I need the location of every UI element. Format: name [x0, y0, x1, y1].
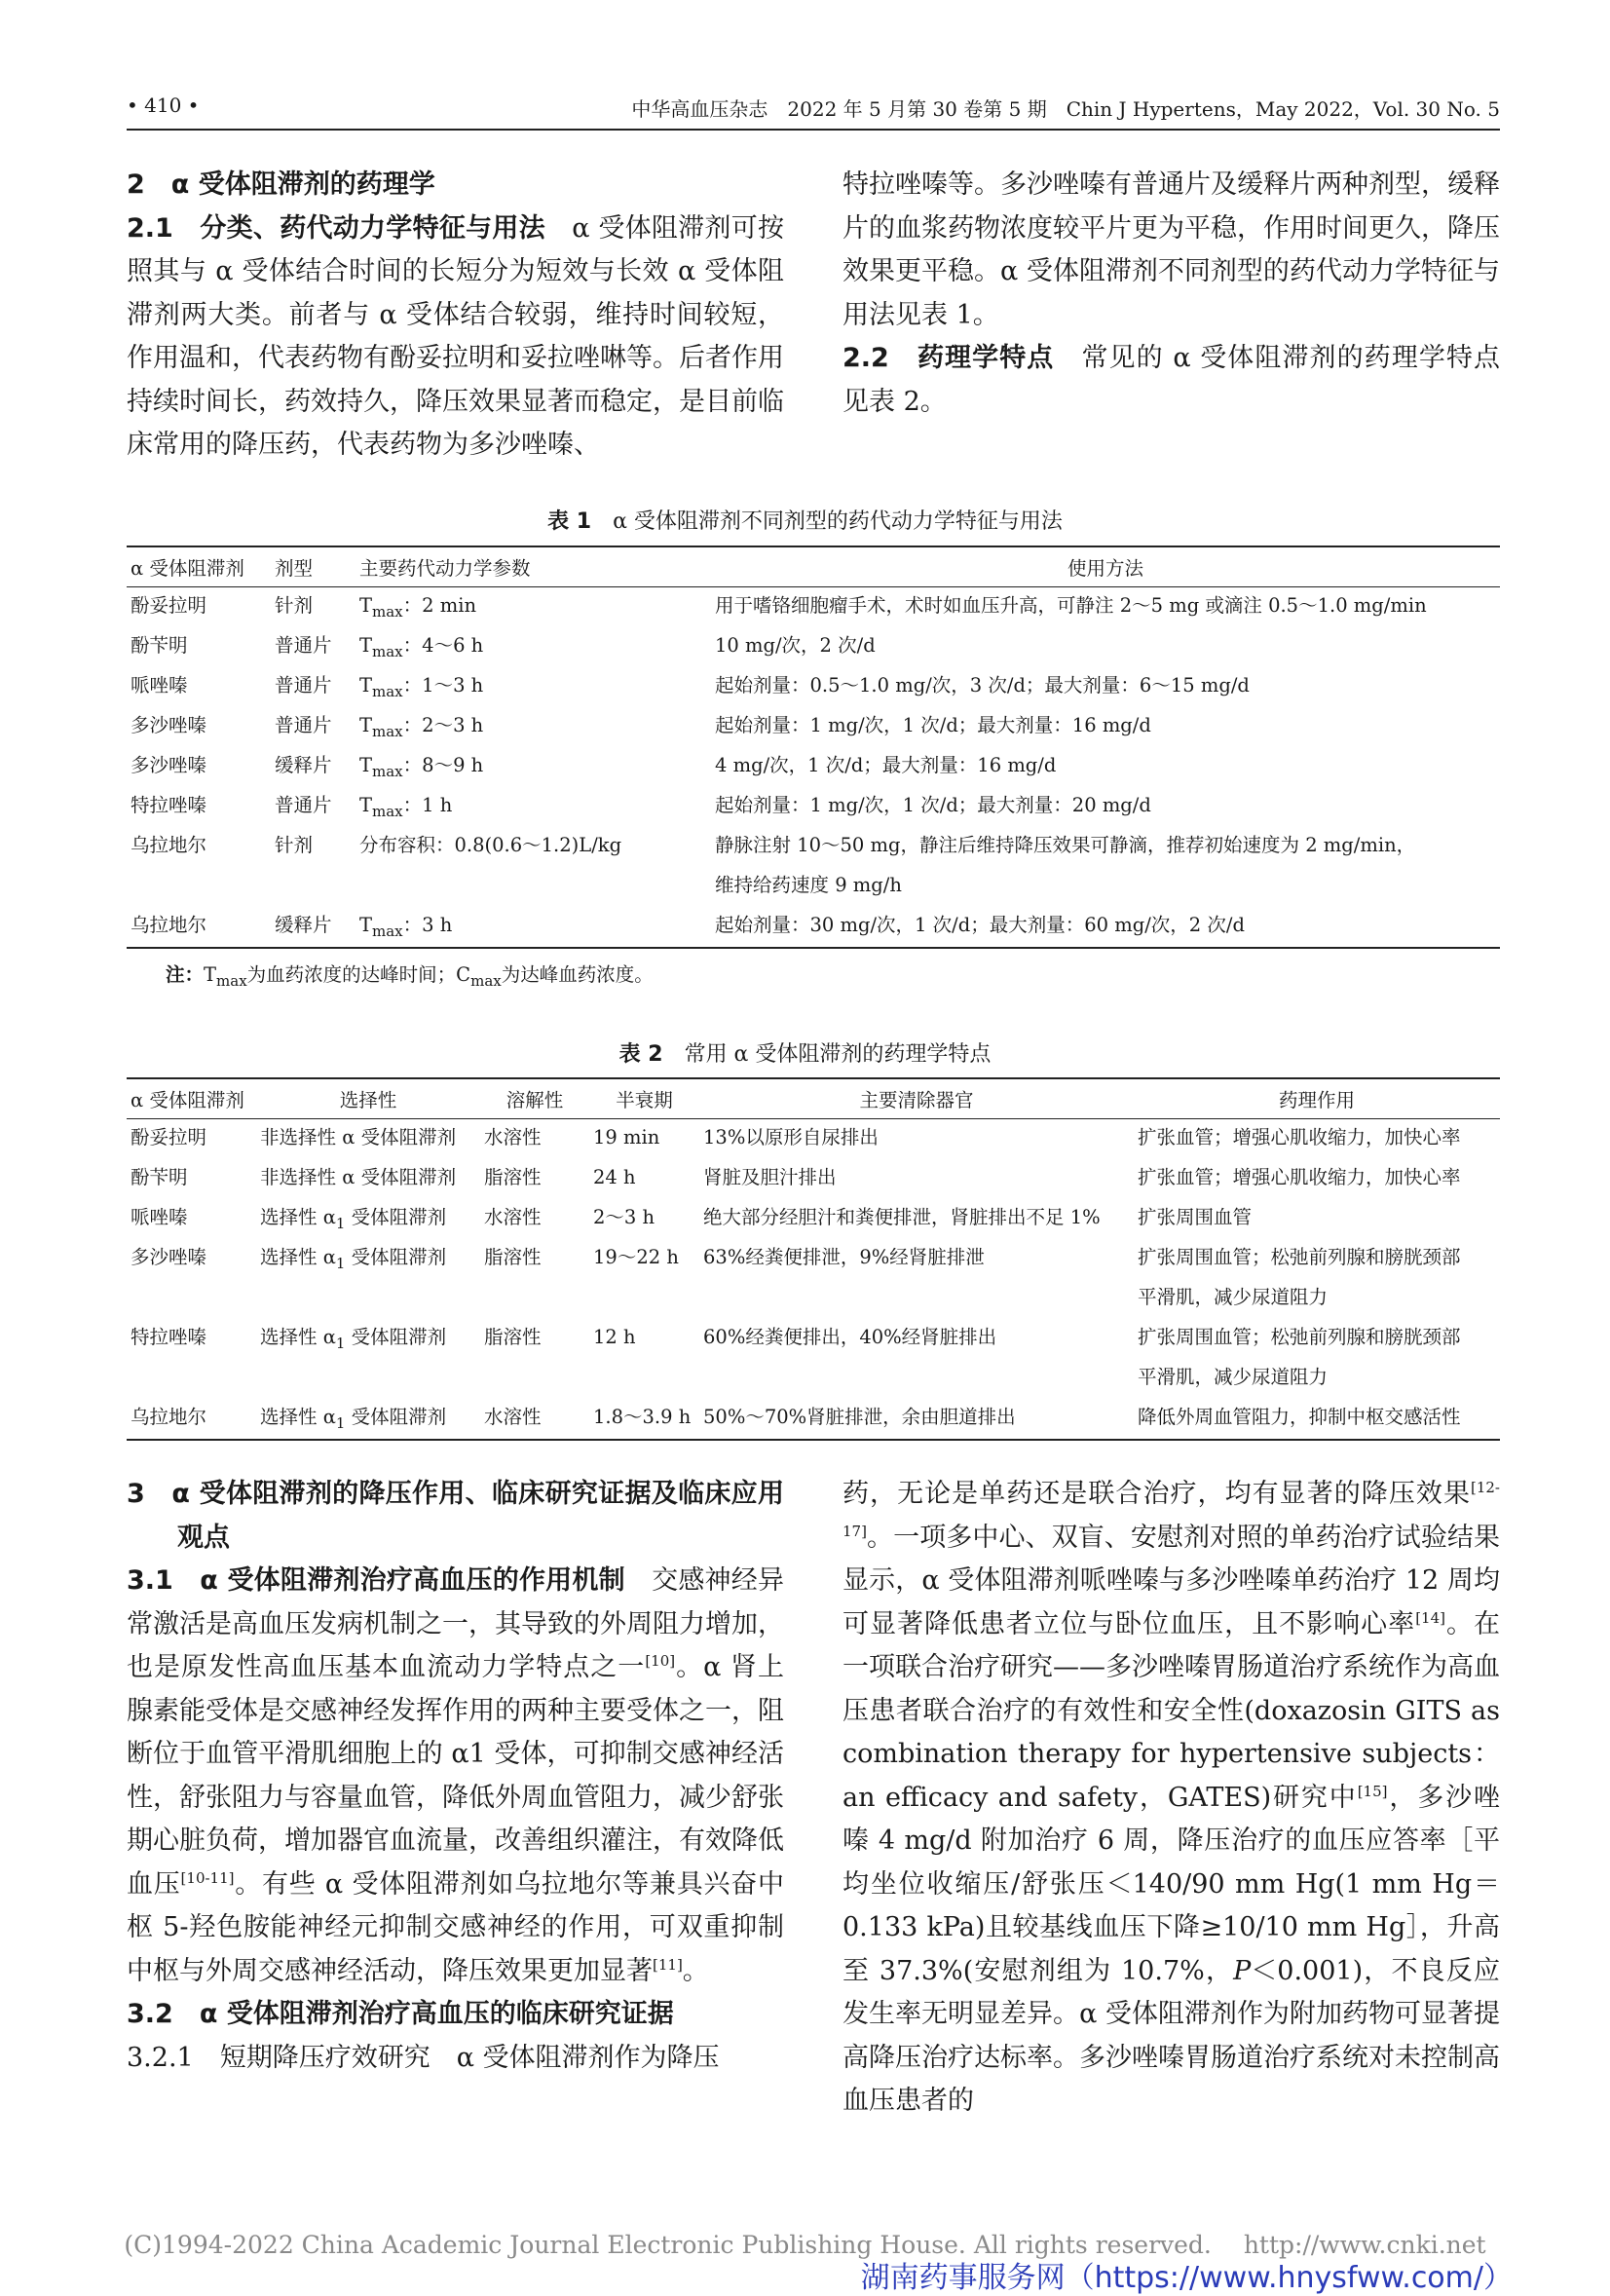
- table-cell: 降低外周血管阻力，抑制中枢交感活性: [1134, 1399, 1500, 1440]
- table-cell: 多沙唑嗪: [131, 754, 207, 776]
- table-header-cell: 剂型: [271, 546, 356, 587]
- table-cell: 2～3 h: [593, 1206, 655, 1228]
- table1-note: 注：$T_{max}$为血药浓度的达峰时间；$C_{max}$为达峰血药浓度。: [166, 963, 654, 990]
- table-cell: 乌拉地尔: [127, 907, 271, 948]
- table-cell: 扩张周围血管；松弛前列腺和膀胱颈部: [1138, 1246, 1461, 1268]
- table-cell: 1.8～3.9 h: [589, 1399, 699, 1440]
- table-cell: 19 min: [593, 1126, 660, 1148]
- section-2-2-heading: 2.2 药理学特点: [842, 343, 1055, 373]
- table-header-cell: 溶解性: [480, 1078, 589, 1119]
- citation: [10-11]: [180, 1868, 235, 1887]
- table-cell: 19～22 h: [593, 1246, 679, 1268]
- table-cell: 静脉注射 10～50 mg，静注后维持降压效果可静滴，推荐初始速度为 2 mg/min，: [715, 834, 1416, 856]
- section-3-2-heading: 3.2 α 受体阻滞剂治疗高血压的临床研究证据: [127, 1999, 674, 2029]
- table-cell: 针剂: [275, 834, 314, 856]
- table-cell: 扩张血管；增强心肌收缩力，加快心率: [1138, 1166, 1461, 1188]
- section-2-1-heading: 2.1 分类、药代动力学特征与用法: [127, 212, 545, 244]
- table-cell: 起始剂量：30 mg/次，1 次/d；最大剂量：60 mg/次，2 次/d: [711, 907, 1500, 948]
- citation: [14]: [1415, 1608, 1445, 1627]
- section-3-1-body-c: 。有些 α 受体阻滞剂如乌拉地尔等兼具兴奋中枢 5-羟色胺能神经元抑制交感神经的作用，可双重抑制中枢与外周交感神经活动，降压效果更加显著: [127, 1868, 785, 1986]
- table2-label: 表 2: [618, 1042, 663, 1067]
- table-cell: 13%以原形自尿排出: [703, 1126, 879, 1148]
- right-bottom-paragraph: [842, 1473, 1500, 2124]
- table-cell: 多沙唑嗪: [131, 1246, 207, 1268]
- table-cell: $T_{max}$：1～3 h: [359, 674, 484, 700]
- table-row: [127, 827, 1500, 867]
- table-cell: 选择性 $\alpha_1$ 受体阻滞剂: [260, 1326, 447, 1352]
- table-cell: 起始剂量：0.5～1.0 mg/次，3 次/d；最大剂量：6～15 mg/d: [715, 674, 1250, 696]
- table-cell: 普通片: [275, 794, 332, 816]
- table-cell: 非选择性 α 受体阻滞剂: [260, 1126, 457, 1148]
- table-cell: 特拉唑嗪: [131, 1326, 207, 1348]
- table-cell: [127, 1279, 256, 1319]
- table-cell: 多沙唑嗪: [131, 714, 207, 736]
- rb-text-c: 。在一项联合治疗研究——多沙唑嗪胃肠道治疗系统作为高血压患者联合治疗的有效性和安全性(doxazosin GITS as combination therapy for hypertensive subjects：an efficacy and safety，GATES)研究中: [842, 1608, 1501, 1813]
- table-cell: 乌拉地尔: [131, 834, 207, 856]
- table-row: [127, 627, 1500, 667]
- table-cell: 水溶性: [484, 1206, 542, 1228]
- rb-text-b: 。一项多中心、双盲、安慰剂对照的单药治疗试验结果显示，α 受体阻滞剂哌唑嗪与多沙唑嗪单药治疗 12 周均可显著降低患者立位与卧位血压，且不影响心率: [842, 1522, 1500, 1639]
- table-cell: 选择性 $\alpha_1$ 受体阻滞剂: [256, 1399, 480, 1440]
- table-cell: 普通片: [275, 674, 332, 696]
- table-cell: 针剂: [275, 594, 314, 617]
- table-cell: 4 mg/次，1 次/d；最大剂量：16 mg/d: [715, 754, 1057, 776]
- table-cell: 60%经粪便排出，40%经肾脏排出: [703, 1326, 997, 1348]
- table-cell: [127, 867, 271, 907]
- table-row: [127, 1399, 1500, 1440]
- table-cell: 维持给药速度 9 mg/h: [715, 874, 902, 896]
- table-cell: [480, 1359, 589, 1399]
- section-3-heading: 3 α 受体阻滞剂的降压作用、临床研究证据及临床应用观点: [127, 1479, 784, 1553]
- table-cell: 脂溶性: [484, 1246, 542, 1268]
- table-cell: [256, 1359, 480, 1399]
- journal-info: 中华高血压杂志 2022 年 5 月第 30 卷第 5 期 Chin J Hypertens，May 2022，Vol. 30 No. 5: [631, 97, 1500, 121]
- table-cell: 脂溶性: [484, 1326, 542, 1348]
- table-cell: $T_{max}$：4～6 h: [359, 634, 484, 660]
- table-cell: 非选择性 α 受体阻滞剂: [260, 1166, 457, 1188]
- table-cell: 酚苄明: [131, 634, 188, 657]
- table-row: [127, 1199, 1500, 1239]
- section-2-heading: 2 α 受体阻滞剂的药理学: [127, 169, 435, 200]
- table-row: [127, 667, 1500, 707]
- table-row: [127, 907, 1500, 948]
- table-cell: 选择性 $\alpha_1$ 受体阻滞剂: [260, 1246, 447, 1272]
- table-cell: $T_{max}$：1 h: [359, 794, 453, 820]
- table-cell: $T_{max}$：3 h: [356, 907, 711, 948]
- table1: [127, 546, 1500, 949]
- table-cell: 哌唑嗪: [131, 674, 188, 696]
- copyright-footer: (C)1994-2022 China Academic Journal Electronic Publishing House. All rights reserved. http://www.cnki.net: [124, 2231, 1486, 2259]
- section-3-2-1-body: α 受体阻滞剂作为降压: [430, 2042, 720, 2073]
- table-cell: 平滑肌，减少尿道阻力: [1138, 1286, 1329, 1308]
- table1-title: α 受体阻滞剂不同剂型的药代动力学特征与用法: [613, 509, 1063, 534]
- left-top-column: [127, 164, 784, 468]
- table-cell: 10 mg/次，2 次/d: [715, 634, 876, 657]
- table-header-cell: 主要药代动力学参数: [356, 546, 711, 587]
- table-cell: 缓释片: [275, 754, 332, 776]
- section-2-1-paragraph: [127, 207, 784, 468]
- table-cell: 63%经粪便排泄，9%经肾脏排泄: [703, 1246, 985, 1268]
- table-row: [127, 1359, 1500, 1399]
- section-3-2-1-heading: 3.2.1 短期降压疗效研究: [127, 2042, 431, 2073]
- table2-title: 常用 α 受体阻滞剂的药理学特点: [684, 1042, 992, 1067]
- table-row: [127, 1279, 1500, 1319]
- citation: [11]: [653, 1955, 683, 1974]
- table1-label: 表 1: [547, 509, 592, 534]
- table-row: [127, 1119, 1500, 1160]
- table-cell: 酚妥拉明: [131, 594, 207, 617]
- right-bottom-column: [842, 1473, 1500, 2124]
- citation: [10]: [645, 1652, 676, 1670]
- table-cell: 脂溶性: [484, 1166, 542, 1188]
- page-number: • 410 •: [127, 94, 200, 117]
- table-cell: 乌拉地尔: [127, 1399, 256, 1440]
- table-cell: 扩张血管；增强心肌收缩力，加快心率: [1138, 1126, 1461, 1148]
- left-bottom-column: [127, 1473, 784, 2080]
- table-header-cell: 半衰期: [589, 1078, 699, 1119]
- table-header-cell: α 受体阻滞剂: [127, 1078, 256, 1119]
- table-cell: 普通片: [275, 714, 332, 736]
- table-cell: [589, 1359, 699, 1399]
- section-2-2-paragraph: [842, 337, 1500, 424]
- table-row: [127, 747, 1500, 787]
- rb-text-e: ＜0.001)，不良反应发生率无明显差异。α 受体阻滞剂作为附加药物可显著提高降压治疗达标率。多沙唑嗪胃肠道治疗系统对未控制高血压患者的: [842, 1955, 1500, 2116]
- table1-caption: [0, 505, 1610, 535]
- watermark-link[interactable]: 湖南药事服务网（https://www.hnysfww.com/）: [860, 2261, 1513, 2295]
- table-cell: 平滑肌，减少尿道阻力: [1138, 1366, 1329, 1388]
- table-cell: 水溶性: [484, 1126, 542, 1148]
- table-row: [127, 1159, 1500, 1199]
- section-3-2-1-paragraph: [127, 2037, 784, 2081]
- table-cell: 哌唑嗪: [131, 1206, 188, 1228]
- table-row: [127, 707, 1500, 747]
- table-cell: 选择性 $\alpha_1$ 受体阻滞剂: [260, 1206, 447, 1232]
- table-cell: 扩张周围血管: [1138, 1206, 1253, 1228]
- table-cell: 分布容积：0.8(0.6～1.2)L/kg: [359, 834, 622, 856]
- table-cell: [127, 1359, 256, 1399]
- table-cell: 50%～70%肾脏排泄，余由胆道排出: [699, 1399, 1134, 1440]
- table-cell: 用于嗜铬细胞瘤手术，术时如血压升高，可静注 2～5 mg 或滴注 0.5～1.0 mg/min: [715, 594, 1427, 617]
- table-cell: 24 h: [593, 1166, 636, 1188]
- table-cell: [699, 1279, 1134, 1319]
- table-cell: [699, 1359, 1134, 1399]
- table-cell: 酚苄明: [131, 1166, 188, 1188]
- table-cell: $T_{max}$：8～9 h: [359, 754, 484, 780]
- table-cell: 缓释片: [271, 907, 356, 948]
- table-header-cell: 选择性: [256, 1078, 480, 1119]
- p-value-symbol: P: [1233, 1955, 1252, 1986]
- table-header-cell: 使用方法: [711, 546, 1500, 587]
- page-header: [127, 90, 1500, 131]
- table-cell: $T_{max}$：2～3 h: [359, 714, 484, 740]
- rb-text-a: 药，无论是单药还是联合治疗，均有显著的降压效果: [842, 1479, 1471, 1509]
- table-cell: [480, 1279, 589, 1319]
- table-row: [127, 867, 1500, 907]
- table-cell: [271, 867, 356, 907]
- table-row: [127, 787, 1500, 827]
- table-cell: 普通片: [275, 634, 332, 657]
- table-header-cell: 药理作用: [1134, 1078, 1500, 1119]
- table-cell: 水溶性: [480, 1399, 589, 1440]
- table-cell: 肾脏及胆汁排出: [703, 1166, 837, 1188]
- table-cell: 扩张周围血管；松弛前列腺和膀胱颈部: [1138, 1326, 1461, 1348]
- table-cell: 起始剂量：1 mg/次，1 次/d；最大剂量：20 mg/d: [715, 794, 1151, 816]
- table-row: [127, 1319, 1500, 1359]
- section-2-1-body: α 受体阻滞剂可按照其与 α 受体结合时间的长短分为短效与长效 α 受体阻滞剂两大类。前者与 α 受体结合较弱，维持时间较短，作用温和，代表药物有酚妥拉明和妥拉唑啉等。后者作用持续时间长，药效持久，降压效果显著而稳定，是目前临床常用的降压药，代表药物为多沙唑嗪、: [127, 212, 784, 460]
- table-cell: [356, 867, 711, 907]
- section-2-2-body: 常见的 α 受体阻滞剂的药理学特点见表 2。: [842, 343, 1500, 417]
- section-3-1-body-b: 。α 肾上腺素能受体是交感神经发挥作用的两种主要受体之一，阻断位于血管平滑肌细胞上的 α1 受体，可抑制交感神经活性，舒张阻力与容量血管，降低外周血管阻力，减少舒张期心脏负荷，增加器官血流量，改善组织灌注，有效降低血压: [127, 1652, 784, 1900]
- table-cell: [589, 1279, 699, 1319]
- section-3-1-heading: 3.1 α 受体阻滞剂治疗高血压的作用机制: [127, 1565, 625, 1596]
- table2-caption: [0, 1037, 1610, 1068]
- table-cell: 特拉唑嗪: [131, 794, 207, 816]
- table-cell: 酚妥拉明: [131, 1126, 207, 1148]
- table2: [127, 1077, 1500, 1441]
- table-header-cell: 主要清除器官: [699, 1078, 1134, 1119]
- section-3-1-body-d: 。: [682, 1955, 709, 1986]
- table-row: [127, 1239, 1500, 1279]
- table-header-cell: α 受体阻滞剂: [127, 546, 271, 587]
- table-cell: 绝大部分经胆汁和粪便排泄，肾脏排出不足 1%: [703, 1206, 1101, 1228]
- table-cell: 起始剂量：1 mg/次，1 次/d；最大剂量：16 mg/d: [715, 714, 1151, 736]
- paragraph-continued: 特拉唑嗪等。多沙唑嗪有普通片及缓释片两种剂型，缓释片的血浆药物浓度较平片更为平稳，作用时间更久，降压效果更平稳。α 受体阻滞剂不同剂型的药代动力学特征与用法见表 1。: [842, 169, 1500, 330]
- section-3-1-body-a: 交感神经异常激活是高血压发病机制之一，其导致的外周阻力增加，也是原发性高血压基本血流动力学特点之一: [127, 1565, 785, 1682]
- table-row: [127, 587, 1500, 628]
- rb-text-d: ，多沙唑嗪 4 mg/d 附加治疗 6 周，降压治疗的血压应答率［平均坐位收缩压/舒张压＜140/90 mm Hg(1 mm Hg＝0.133 kPa)且较基线血压下降≥10/10 mm Hg］，升高至 37.3%(安慰剂组为 10.7%，: [842, 1782, 1501, 1986]
- right-top-column: [842, 164, 1500, 424]
- table-cell: $T_{max}$：2 min: [359, 594, 477, 621]
- table-cell: [256, 1279, 480, 1319]
- citation: [12-17]: [842, 1479, 1500, 1540]
- table-cell: 12 h: [593, 1326, 636, 1348]
- section-3-1-paragraph: [127, 1560, 784, 1993]
- citation: [15]: [1357, 1782, 1388, 1800]
